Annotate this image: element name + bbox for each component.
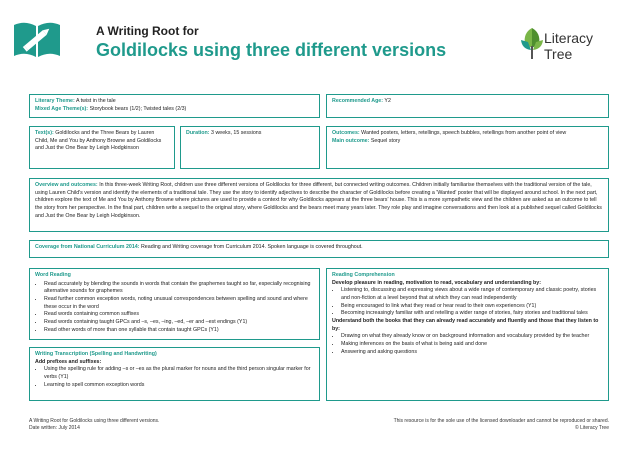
footer-right (394, 418, 609, 433)
list-item: • Learning to spell common exception words (44, 382, 314, 390)
brand-name-line1: Literacy (544, 30, 594, 46)
word-reading-heading: Word Reading (35, 272, 71, 278)
list-item: • Read further common exception words, noting unusual correspondences between spelling and sound and where these occur in the word (44, 296, 314, 311)
comprehension-sub1: Develop pleasure in reading, motivation to read, vocabulary and understanding by: (332, 279, 541, 286)
outcomes-label: Outcomes: (332, 130, 360, 136)
duration-label: Duration: (186, 130, 210, 136)
word-reading-box (29, 268, 320, 340)
theme-value: A twist in the tale (75, 98, 116, 104)
list-item: • Being encouraged to link what they read or hear read to their own experiences (Y1) (341, 303, 603, 311)
book-pencil-icon (12, 17, 62, 59)
overview-label: Overview and outcomes: (35, 182, 98, 188)
list-item: • Drawing on what they already know or on background information and vocabulary provided by the teacher (341, 333, 603, 341)
transcription-box (29, 347, 320, 401)
outcomes-box (326, 126, 609, 169)
list-item: • Read other words of more than one syllable that contain taught GPCs (Y1) (44, 327, 314, 335)
brand-name-line2: Tree (544, 46, 573, 62)
list-item: • Read words containing taught GPCs and –s, –es, –ing, –ed, –er and –est endings (Y1) (44, 319, 314, 327)
list-item: • Read words containing common suffixes (44, 311, 314, 319)
list-item: • Becoming increasingly familiar with and retelling a wider range of stories, fairy stories and traditional tales (341, 310, 603, 318)
age-label: Recommended Age: (332, 98, 384, 104)
page-title: Goldilocks using three different versions (96, 40, 447, 60)
page-subtitle: A Writing Root for (96, 24, 199, 38)
footer-left (29, 418, 159, 433)
word-reading-list (35, 281, 314, 335)
transcription-subheading: Add prefixes and suffixes: (35, 358, 102, 365)
texts-value: Goldilocks and the Three Bears by Lauren Child, Me and You by Anthony Browne and Goldilocks and Just the One Bear by Leigh Hodgkinson (35, 130, 162, 152)
tree-icon (520, 26, 544, 60)
footer-date: Date written: July 2014 (29, 425, 80, 432)
outcomes-value: Wanted posters, letters, retellings, speech bubbles, retellings from another point of view (361, 130, 567, 136)
list-item: • Making inferences on the basis of what is being said and done (341, 341, 603, 349)
comprehension-heading: Reading Comprehension (332, 272, 395, 278)
overview-text: In this three-week Writing Root, children use three different versions of Goldilocks for three different, but connected writing outcomes. Children initially familiarise themselves with the traditional version of the tale, using Lauren Child's version and identify the elements of a traditional tale. They use the story to identify adjectives to describe the character of Goldilocks before creating a 'Wanted' poster that will be displayed around school. In the next part, children explore the text of Me and You by Anthony Browne where pictures are used to provide a context for why Goldilocks appears at the three bears' house. This is a more sympathetic view and the children are asked as an outcome to tell the story from her perspective. In the final part, children write a sequel to the original story, where Goldilocks and the bears meet many years later. They role play and imagine conversations and then look at a published sequel called Goldilocks and Just the One Bear by Leigh Hodgkinson. (35, 182, 602, 219)
texts-label: Text(s): (35, 130, 54, 136)
list-item: • Listening to, discussing and expressing views about a wide range of contemporary and classic poetry, stories and non-fiction at a level beyond that at which they can read independently (341, 287, 603, 302)
list-item: • Using the spelling rule for adding –s or –es as the plural marker for nouns and the third person singular marker for verbs (Y1) (44, 366, 314, 381)
age-box (326, 94, 609, 118)
transcription-list (35, 366, 314, 389)
mixed-age-label: Mixed Age Theme(s): (35, 105, 89, 112)
coverage-label: Coverage from National Curriculum 2014: (35, 244, 140, 250)
list-item: • Answering and asking questions (341, 349, 603, 357)
transcription-heading: Writing Transcription (Spelling and Handwriting) (35, 351, 157, 357)
age-value: Y2 (384, 98, 391, 104)
main-outcome-value: Sequel story (370, 137, 401, 144)
duration-box (180, 126, 320, 169)
list-item: • Read accurately by blending the sounds in words that contain the graphemes taught so far, especially recognising alternative sounds for graphemes (44, 281, 314, 296)
theme-label: Literary Theme: (35, 98, 75, 104)
overview-box (29, 178, 609, 232)
literacy-tree-logo (520, 24, 626, 70)
texts-box (29, 126, 175, 169)
comprehension-list-1 (332, 287, 603, 318)
mixed-age-value: Storybook bears (1/2); Twisted tales (2/3) (89, 105, 187, 112)
comprehension-sub2: Understand both the books that they can already read accurately and fluently and those that they listen to by: (332, 318, 599, 332)
comprehension-list-2 (332, 333, 603, 356)
coverage-text: Reading and Writing coverage from Curriculum 2014. Spoken language is covered throughout. (140, 244, 363, 250)
comprehension-box (326, 268, 609, 401)
footer-copyright: © Literacy Tree (575, 425, 609, 432)
main-outcome-label: Main outcome: (332, 137, 370, 144)
coverage-box (29, 240, 609, 258)
theme-box (29, 94, 320, 118)
footer-license: This resource is for the sole use of the licensed downloader and cannot be reproduced or shared. (393, 418, 609, 424)
duration-value: 3 weeks, 15 sessions (211, 130, 262, 136)
footer-title: A Writing Root for Goldilocks using three different versions. (29, 418, 160, 424)
